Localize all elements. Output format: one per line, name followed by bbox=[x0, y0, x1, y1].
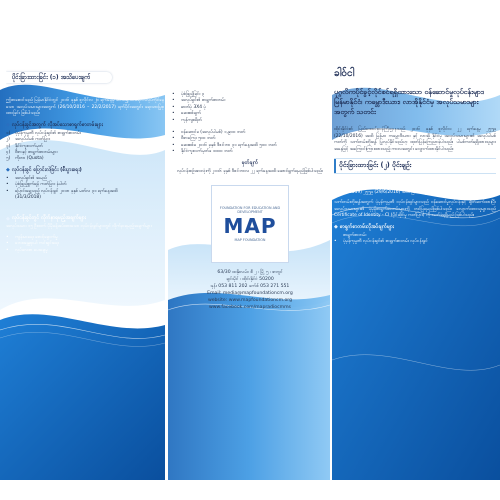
list-item: • ဆေးစစ်ချက် bbox=[172, 111, 201, 117]
rules-list bbox=[6, 235, 164, 254]
cover-paragraph: ထိုင်းနိုင်ငံ၏ ပြည်ထောင်စုဝန်ကြီးဌာနသည် ၂၀၁၆ ခုနှစ် ဇူလိုင်လ ၂၂ ရက်နေ့မှ ၂၅၅၉ (22/10/2016) အထိ မြန်မာ၊ ကမ္ဘောဒီးယား နှင့် လာအို နိုင်ငံမှ အလုပ်သမားများ၏ အလုပ်ပါမစ်ကတ်ကို သက်တမ်းတိုးရန် ပြုလုပ်နိုင်သည်ဟု ထုတ်ပြန်ကြေညာခဲ့ပါသည်။ ပါမစ်ကတ်ရရှိထားသူများအနေဖြင့် အကြောင်းကြားထားသည့် ကာလအတွင်း လျှောက်ထားနိုင်ပါသည်။ bbox=[334, 127, 496, 152]
section-two-title: ပိုင်းခြားထားခြင်း (၂) ပိုင်းချဉ်း bbox=[334, 159, 496, 173]
documents-required-heading: ◆ စာရွက်စာတမ်းလိုအပ်ချက်များ bbox=[334, 223, 394, 231]
list-item: • အလုပ်ရှင်၏ အမည် bbox=[6, 175, 47, 181]
fees-list bbox=[172, 130, 328, 156]
bullet-icon: ◆ bbox=[6, 167, 10, 174]
bullet-icon: ◆ bbox=[6, 215, 10, 222]
list-item: • လုပ်ခလစာ ပေးချေမှု bbox=[6, 247, 48, 253]
list-item: • နိုင်ငံကူးလက်မှတ်ခ ၁၀၀၀ ဘတ် bbox=[172, 149, 233, 155]
note-heading: မှတ်ချက် bbox=[241, 159, 259, 166]
website-link[interactable]: website: www.mapfoundationcm.org bbox=[207, 298, 293, 304]
list-item: စာရွက်စာတမ်း bbox=[343, 232, 367, 238]
section-three-paragraph: သက်တမ်းတိုးရန်အတွက် ပုံမှန်ကုမ္ပဏီ လုပ်ငန်းရှင်များသည် ဝန်ဆောင်မှုလုပ်ငန်းနှင့် ချိတ်ဆက်ထားပြီး အလုပ်သမားများ၏ ပုံမှန်စာရွက်စာတမ်းများကို တင်ပြရမည်ဖြစ်ပါသည်။ လျှောက်ထားသူများသည် Certificate of Identity - CI (ပိုင်ဆိုင်မှု ကတ်ပြား) ကို လက်ခံရရှိမည် ဖြစ်ပါသည်။ bbox=[334, 200, 496, 219]
documents-required-list bbox=[334, 233, 496, 246]
intro-paragraph: ဤစာစောင်သည် မြန်မာနိုင်ငံတွင် ၂၀၁၆ ခုနှစ် ဇူလိုင်လ ၂၆ ရက်နေ့မှ စတင်၍ ဝင်ရောက်လုပ်ကိုင်နေသော အလုပ်သမားများအတွက် (26/10/2016 – 22/2/2017) ရက်ပိုင်းအတွင်း ရေးသားပြုစုထားခြင်း ဖြစ်ပါသည်။ bbox=[6, 98, 164, 117]
list-item: • ဘေးအန္တရာယ် ကင်းရှင်းရေး bbox=[6, 241, 59, 247]
left-content bbox=[6, 98, 164, 257]
change-list bbox=[6, 176, 164, 202]
list-item: • ပြောင်းရွှေ့သည့် လုပ်ငန်းခွင် ၂၀၁၈ ခုနှစ် မတ်လ ၃၁ ရက်နေ့အထိ bbox=[6, 188, 118, 194]
phone-line: ဖုန်း 053 811 202 ဖက်စ် 053 271 551 bbox=[210, 284, 290, 290]
list-item: (31/3/2018) bbox=[15, 195, 41, 201]
list-item: • ကျန်းမာရေး စောင့်ရှောက်မှု bbox=[6, 235, 58, 241]
list-item: • ပုံမှန်ကုမ္ပဏီ လုပ်ငန်းရှင်၏ စာရွက်စာတမ်း လုပ်ငန်းခွင် bbox=[334, 239, 428, 245]
city-line: ချင်းမိုင် ၊ ထိုင်းနိုင်ငံ 50200 bbox=[226, 277, 274, 283]
right-panel bbox=[334, 20, 496, 480]
list-item: • ပုံစံဖြည့်ခြင်း ၃ bbox=[172, 92, 205, 97]
email-link[interactable]: Email: media@mapfoundationcm.org bbox=[207, 291, 293, 297]
list-item: ၅) ကိုတာ (Quota) bbox=[6, 156, 44, 162]
note-paragraph: လုပ်ငန်းစဉ်အားလုံးကို ၂၀၁၆ ခုနှစ် ဒီဇင်ဘာလ ၂၂ ရက်နေ့အထိ ဆောင်ရွက်ရမည်ဖြစ်ပါသည်။ bbox=[176, 168, 324, 174]
section-two-paragraph: ထိုင်းနိုင်ငံ၏ အလုပ်သမားဝန်ကြီးဌာနသည် (မြန်မာ၊ ကမ္ဘောဒီးယား၊ လာအို) နိုင်ငံသားများအတွက် အလုပ်ပါမစ်ကတ်ကို ထပ်မံသက်တမ်းတိုးမည်ဖြစ်ပြီး ပုံမှန်အားဖြင့် ၂၀၁၆ ခုနှစ် ဇူလိုင်လ ၂၉ ရက်နေ့ (2557–2559) ၂၅၅၉ (29/6/2016) အထိ ဖြစ်ပါသည်။ bbox=[334, 176, 496, 195]
right-content bbox=[334, 66, 496, 249]
bullet-icon: ◆ bbox=[6, 122, 10, 129]
section-tab: ပိုင်းခြားထားခြင်း (၁) အသိပေးချက် bbox=[6, 72, 112, 83]
list-item: • ဗီဇာကြေး ၅၀၀ ဘတ် bbox=[172, 136, 216, 142]
list-item: • ဆေးစစ်ခ ၂၀၁၆ ခုနှစ် ဒီဇင်ဘာ ၃၁ ရက်နေ့အထိ ၅၀၀ ဘတ် bbox=[172, 142, 277, 148]
documents-list bbox=[6, 131, 164, 163]
list-item: • ဓာတ်ပုံ 3X4 ပုံ bbox=[172, 104, 206, 110]
middle-panel bbox=[172, 20, 328, 480]
left-panel bbox=[6, 20, 164, 480]
address-line: 63/30 ထနိုးလမ်း၊ စီ ၂ ၊ မြို့ ၅ ၊ ဇာဂျင် bbox=[217, 270, 283, 276]
documents-heading: ◆ လုပ်ငန်းခွင်အတွက် လိုအပ်သောစာရွက်စာတမ်းများ bbox=[6, 121, 103, 129]
logo-map-text: MAP bbox=[223, 214, 277, 239]
change-heading: ◆ လုပ်ငန်းခွင် ပြောင်းလဲခြင်း (စီးပွားရေး) bbox=[6, 166, 82, 174]
list-item: ၁) ပုံမှန်ကုမ္ပဏီ လုပ်ငန်းရှင်၏ စာရွက်စာတမ်း bbox=[6, 130, 81, 136]
list-item: • ပုံစံဖြည့်စွက်ရန် ကတ်ပြား နံပါတ် bbox=[6, 182, 67, 188]
rules-paragraph: အလုပ်သမား ၁၅ ဦးထက် ပိုမိုခန့်အပ်ထားသော လုပ်ငန်းခွင်များတွင် လိုက်နာရမည့်အချက်များ bbox=[6, 224, 152, 230]
list-item: • ကုန်ကျစရိတ် bbox=[172, 117, 202, 123]
requirements-list bbox=[172, 92, 328, 124]
map-foundation-logo bbox=[211, 185, 289, 263]
list-item: • အလုပ်ရှင်၏ စာရွက်စာတမ်း bbox=[172, 98, 226, 104]
middle-content bbox=[172, 92, 328, 311]
list-item: • ဝန်ဆောင်ခ (အလုပ်ပါမစ်) ၁,၉၀၀ ဘတ် bbox=[172, 130, 246, 136]
logo-sub-text: MAP FOUNDATION bbox=[234, 238, 266, 243]
cover-main-title: ပုဂ္ဂလိကပိုင်ခွင့်လိုင်စင်ရရှိထားသော ဝန်ဆောင်မှုလုပ်ငန်းများ၊ မြန်မာနိုင်ငံ၊ ကမ္ဘောဒီးယား၊ လာအိုနိုင်ငံမှ အလုပ်သမားများအတွက် သတင်း bbox=[334, 88, 484, 116]
rules-heading: ◆ လုပ်ငန်းခွင်တွင် လိုက်နာရမည့်အချက်များ bbox=[6, 215, 86, 222]
bullet-icon: ◆ bbox=[334, 224, 338, 231]
logo-org-text: FOUNDATION FOR EDUCATION AND DEVELOPMENT bbox=[219, 205, 281, 215]
cover-title: ခါဝ်ငါ bbox=[334, 68, 355, 79]
list-item: ၄) ဗီဇာနှင့် စာရွက်စာတမ်းများ bbox=[6, 150, 58, 155]
contact-block bbox=[172, 269, 328, 311]
facebook-link[interactable]: www.facebook.com/mapradiocmms bbox=[209, 305, 291, 311]
list-item: ၃) နိုင်ငံကူးလက်မှတ် bbox=[6, 143, 43, 149]
list-item: ၂) အလုပ်ပါမစ် ကတ်ပြား bbox=[6, 137, 51, 143]
